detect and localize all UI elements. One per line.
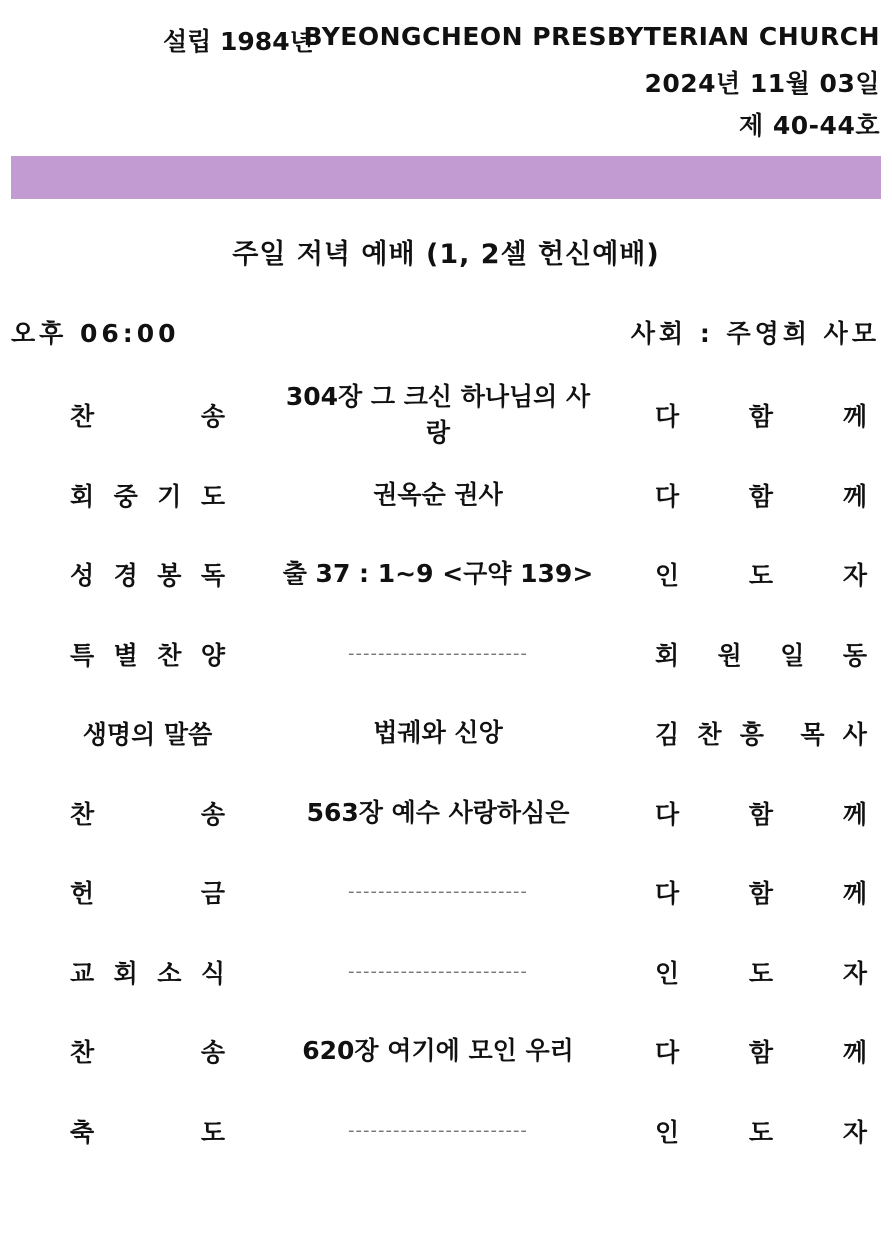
order-label-char: 기 [157, 482, 182, 511]
order-content-text: 620장 여기에 모인 우리 [302, 1036, 574, 1065]
order-row [0, 455, 892, 535]
order-content [278, 1091, 598, 1171]
order-row [0, 1091, 892, 1171]
order-label [70, 852, 225, 932]
order-label-char: 생명의 말씀 [82, 720, 213, 749]
order-label-char: 독 [200, 561, 225, 590]
order-person-char: 함 [748, 800, 774, 829]
order-person-char: 께 [842, 879, 867, 908]
order-person [655, 1091, 867, 1171]
order-label-char: 소 [157, 959, 182, 988]
order-person-char: 인 [655, 959, 680, 988]
order-row [0, 375, 892, 455]
order-person-char: 다 [655, 800, 680, 829]
order-content-text: 권옥순 권사 [373, 480, 503, 509]
order-content [278, 932, 598, 1012]
order-content [278, 693, 598, 773]
order-person-char: 도 [748, 959, 774, 988]
order-row [0, 693, 892, 773]
order-label-char: 헌 [70, 879, 95, 908]
order-content [278, 852, 598, 932]
order-person-char: 다 [655, 402, 680, 431]
order-label-char: 도 [200, 1118, 225, 1147]
order-person-char: 사 [842, 720, 867, 749]
order-label-char: 송 [200, 800, 225, 829]
service-title: 주일 저녁 예배 (1, 2셀 헌신예배) [232, 239, 660, 270]
order-label [70, 534, 225, 614]
order-content-text: 563장 예수 사랑하심은 [306, 798, 570, 827]
issue-number: 제 40-44호 [739, 111, 880, 140]
order-person-char: 동 [842, 641, 867, 670]
order-label-char: 교 [70, 959, 95, 988]
order-label [70, 932, 225, 1012]
order-person-char: 함 [748, 402, 774, 431]
order-person-char: 흥 [739, 720, 764, 749]
order-content [278, 1011, 598, 1091]
order-content-text: 법궤와 신앙 [373, 718, 503, 747]
service-time: 오후 06:00 [11, 319, 180, 348]
order-person [655, 375, 867, 455]
order-label-char: 송 [200, 402, 225, 431]
order-content-text: 304장 그 크신 하나님의 사랑 [285, 382, 591, 447]
bulletin-date: 2024년 11월 03일 [644, 69, 880, 98]
order-label [70, 375, 225, 455]
order-label-char: 축 [70, 1118, 95, 1147]
order-label [70, 455, 225, 535]
order-content-text: ------------------------ [348, 1120, 528, 1141]
order-content-text: ------------------------ [348, 961, 528, 982]
order-label-char: 찬 [70, 1038, 95, 1067]
order-label-char: 양 [200, 641, 225, 670]
order-person [655, 693, 867, 773]
order-label-char: 회 [113, 959, 138, 988]
order-person [655, 455, 867, 535]
order-person [655, 852, 867, 932]
order-person-char: 께 [842, 402, 867, 431]
order-label-char: 중 [113, 482, 138, 511]
order-person-char: 다 [655, 482, 680, 511]
order-label [70, 614, 225, 694]
order-person-char: 다 [655, 879, 680, 908]
order-label-char: 회 [70, 482, 95, 511]
order-label-char: 송 [200, 1038, 225, 1067]
order-label-char: 봉 [157, 561, 182, 590]
order-label-char: 경 [113, 561, 138, 590]
order-person [655, 773, 867, 853]
order-person [655, 614, 867, 694]
order-label-char: 찬 [70, 402, 95, 431]
order-content-text: 출 37 : 1~9 <구약 139> [282, 559, 594, 588]
order-person-char: 목 [800, 720, 825, 749]
order-person-char: 인 [655, 1118, 680, 1147]
order-person-char: 함 [748, 482, 774, 511]
order-row [0, 1011, 892, 1091]
order-person-char: 함 [748, 879, 774, 908]
order-label-char: 별 [113, 641, 138, 670]
order-label-char: 찬 [70, 800, 95, 829]
order-label [70, 693, 225, 773]
order-label-char: 성 [70, 561, 95, 590]
order-content [278, 455, 598, 535]
order-label-char: 찬 [157, 641, 182, 670]
order-person-char: 인 [655, 561, 680, 590]
order-content [278, 375, 598, 455]
order-label [70, 1011, 225, 1091]
order-person-char: 께 [842, 800, 867, 829]
order-person-char: 회 [655, 641, 680, 670]
order-person-char: 일 [780, 641, 805, 670]
order-person-char: 함 [748, 1038, 774, 1067]
order-content-text: ------------------------ [348, 643, 528, 664]
order-person-char: 께 [842, 482, 867, 511]
order-row [0, 773, 892, 853]
order-row [0, 852, 892, 932]
order-label [70, 1091, 225, 1171]
order-label [70, 773, 225, 853]
order-person [655, 1011, 867, 1091]
order-person-char: 자 [842, 1118, 867, 1147]
order-person-char: 김 [655, 720, 680, 749]
church-name: BYEONGCHEON PRESBYTERIAN CHURCH [303, 22, 880, 51]
header-divider-band [11, 156, 881, 199]
order-row [0, 534, 892, 614]
order-content-text: ------------------------ [348, 881, 528, 902]
order-person-char: 자 [842, 959, 867, 988]
service-leader: 사회 : 주영희 사모 [630, 319, 880, 348]
order-person-char: 도 [748, 1118, 774, 1147]
order-person-char: 다 [655, 1038, 680, 1067]
order-person [655, 932, 867, 1012]
order-row [0, 932, 892, 1012]
order-label-char: 도 [200, 482, 225, 511]
order-person [655, 534, 867, 614]
order-person-char: 자 [842, 561, 867, 590]
order-content [278, 534, 598, 614]
order-person-char: 께 [842, 1038, 867, 1067]
order-content [278, 773, 598, 853]
order-row [0, 614, 892, 694]
order-label-char: 식 [200, 959, 225, 988]
order-content [278, 614, 598, 694]
order-person-char: 원 [717, 641, 742, 670]
order-person-char: 찬 [697, 720, 722, 749]
order-label-char: 금 [200, 879, 225, 908]
order-person-char: 도 [748, 561, 774, 590]
order-label-char: 특 [70, 641, 95, 670]
founded-year: 설립 1984년 [163, 27, 314, 56]
